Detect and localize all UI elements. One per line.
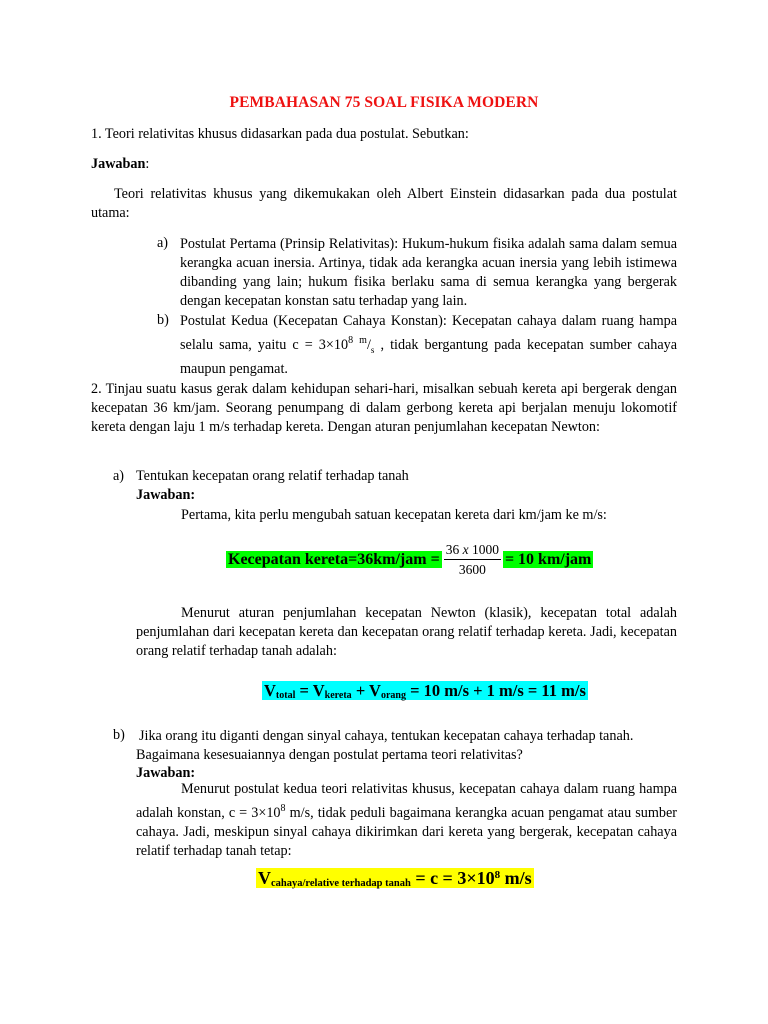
document-title: PEMBAHASAN 75 SOAL FISIKA MODERN — [229, 94, 539, 111]
q1-item-b — [157, 312, 677, 379]
q1-item-a — [157, 235, 677, 311]
eq1-right: = 10 km/jam — [504, 551, 592, 568]
q2b-explanation: Menurut postulat kedua teori relativitas khusus, kecepatan cahaya dalam ruang hampa adalah konstan, $c = 3\times 10^8$ m/s, tidak peduli bagaimana kerangka acuan pengamat atau sumber cahaya. Jadi, meskipun sinyal cahaya dikirimkan dari kereta yang bergerak, kecepatan cahaya relatif terhadap tanah tetap: — [136, 781, 677, 859]
eq1-left: Kecepatan kereta=36km/jam = — [228, 551, 440, 568]
q2b-marker: b) — [113, 727, 125, 743]
q2a-marker: a) — [113, 468, 125, 484]
answer-label-2a: Jawaban: — [136, 487, 196, 503]
q1-item-b-text: Postulat Kedua (Kecepatan Cahaya Konstan): Kecepatan cahaya dalam ruang hampa selalu sama, yaitu $c = 3\times 10^8$ $^m/_s$ , tidak bergantung pada kecepatan sumber cahaya maupun pengamat. — [180, 313, 678, 377]
equation-velocity-sum: $V_{total} = V_{kereta} + V_{orang} = 10$ m/s + 1 m/s = 11 m/s — [264, 681, 586, 701]
q1-item-a-text: Postulat Pertama (Prinsip Relativitas): Hukum-hukum fisika adalah sama dalam semua kerangka acuan inersia. Artinya, tidak ada kerangka acuan inersia yang lebih istimewa dibanding yang lain; hukum fisika berlaku sama di semua kerangka yang bergerak dengan kecepatan konstan satu terhadap yang lain. — [180, 236, 677, 309]
answer-label-2b: Jawaban: — [136, 765, 196, 781]
equation-light-speed: $V_{cahaya/relative terhadap tanah} = c = 3\times 10^8$ m/s — [258, 868, 532, 889]
q1-intro: Teori relativitas khusus yang dikemukakan oleh Albert Einstein didasarkan pada dua postulat utama: — [91, 186, 677, 221]
q2a-step1: Pertama, kita perlu mengubah satuan kecepatan kereta dari km/jam ke m/s: — [181, 507, 607, 523]
question-2: 2. Tinjau suatu kasus gerak dalam kehidupan sehari-hari, misalkan sebuah kereta api bergerak dengan kecepatan 36 km/jam. Seorang penumpang di dalam gerbong kereta api berjalan menuju lokomotif kereta dengan laju 1 m/s terhadap kereta. Dengan aturan penjumlahan kecepatan Newton: — [91, 381, 677, 435]
equation-train-speed — [226, 542, 593, 578]
q2b-question: Jika orang itu diganti dengan sinyal cahaya, tentukan kecepatan cahaya terhadap tanah. Bagaimana kesesuaiannya dengan postulat pertama teori relativitas? — [136, 728, 634, 763]
q2a-explanation: Menurut aturan penjumlahan kecepatan Newton (klasik), kecepatan total adalah penjumlahan dari kecepatan kereta dan kecepatan orang relatif terhadap kereta. Jadi, kecepatan orang relatif terhadap tanah adalah: — [136, 605, 677, 659]
q2a-question: Tentukan kecepatan orang relatif terhadap tanah — [136, 468, 409, 484]
question-1: 1. Teori relativitas khusus didasarkan pada dua postulat. Sebutkan: — [91, 126, 469, 142]
list-marker: a) — [157, 235, 169, 251]
list-marker: b) — [157, 312, 169, 328]
eq1-fraction: $\frac{36 x 1000}{3600}$ — [445, 542, 499, 577]
answer-label-1: Jawaban: — [91, 156, 150, 172]
